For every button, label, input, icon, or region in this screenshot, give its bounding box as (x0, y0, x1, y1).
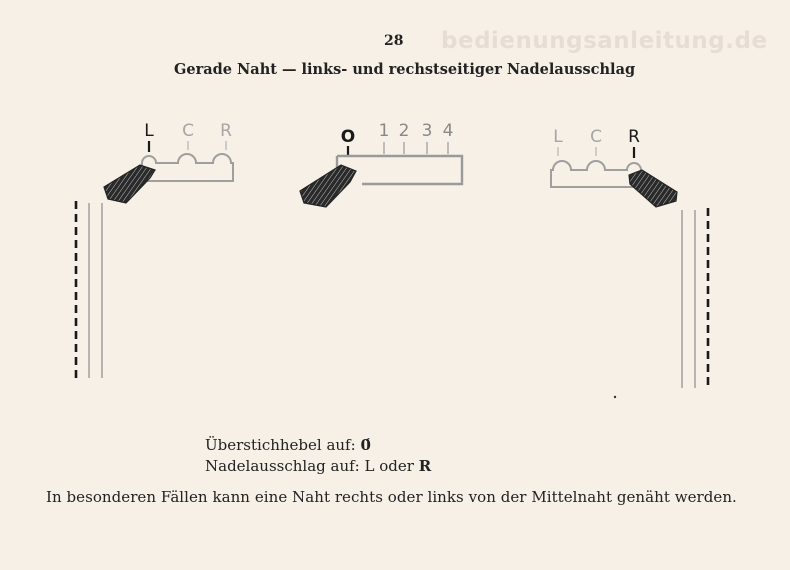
page-title: Gerade Naht — links- und rechstseitiger Nadelausschlag (174, 61, 636, 78)
right-seam-illustration (682, 208, 708, 388)
left-dial-label-l: L (144, 121, 154, 141)
right-dial-label-c: C (590, 127, 602, 147)
middle-dial-label-3: 3 (421, 121, 433, 141)
right-dial-slot (551, 161, 641, 187)
middle-selector-lever (300, 165, 356, 207)
middle-overstitch-dial (300, 121, 462, 207)
middle-dial-label-0: O (340, 127, 356, 147)
print-speck (614, 396, 616, 398)
needle-position-value-left: L oder (364, 457, 414, 475)
middle-dial-label-4: 4 (442, 121, 454, 141)
right-selector-lever (629, 170, 677, 207)
needle-position-setting (205, 457, 431, 475)
left-seam-illustration (76, 201, 102, 378)
watermark: bedienungsanleitung.de (441, 28, 768, 54)
left-dial-slot (142, 154, 233, 181)
overstitch-setting (205, 436, 371, 454)
right-dial-label-l: L (553, 127, 563, 147)
overstitch-value: 0́ (360, 436, 371, 454)
left-dial-label-r: R (220, 121, 232, 141)
overstitch-label: Überstichhebel auf: (205, 436, 356, 454)
middle-dial-slot (337, 156, 462, 184)
needle-position-value-right: R (418, 457, 432, 475)
left-dial-label-c: C (182, 121, 194, 141)
left-needle-dial (104, 121, 233, 203)
middle-dial-label-1: 1 (378, 121, 390, 141)
left-selector-lever (104, 165, 155, 203)
right-needle-dial (551, 127, 677, 207)
page-number: 28 (384, 33, 404, 49)
right-dial-label-r: R (628, 127, 640, 147)
needle-position-label: Nadelausschlag auf: (205, 457, 360, 475)
instruction-note: In besonderen Fällen kann eine Naht rechts oder links von der Mittelnaht genäht werden. (46, 488, 737, 506)
middle-dial-label-2: 2 (398, 121, 410, 141)
